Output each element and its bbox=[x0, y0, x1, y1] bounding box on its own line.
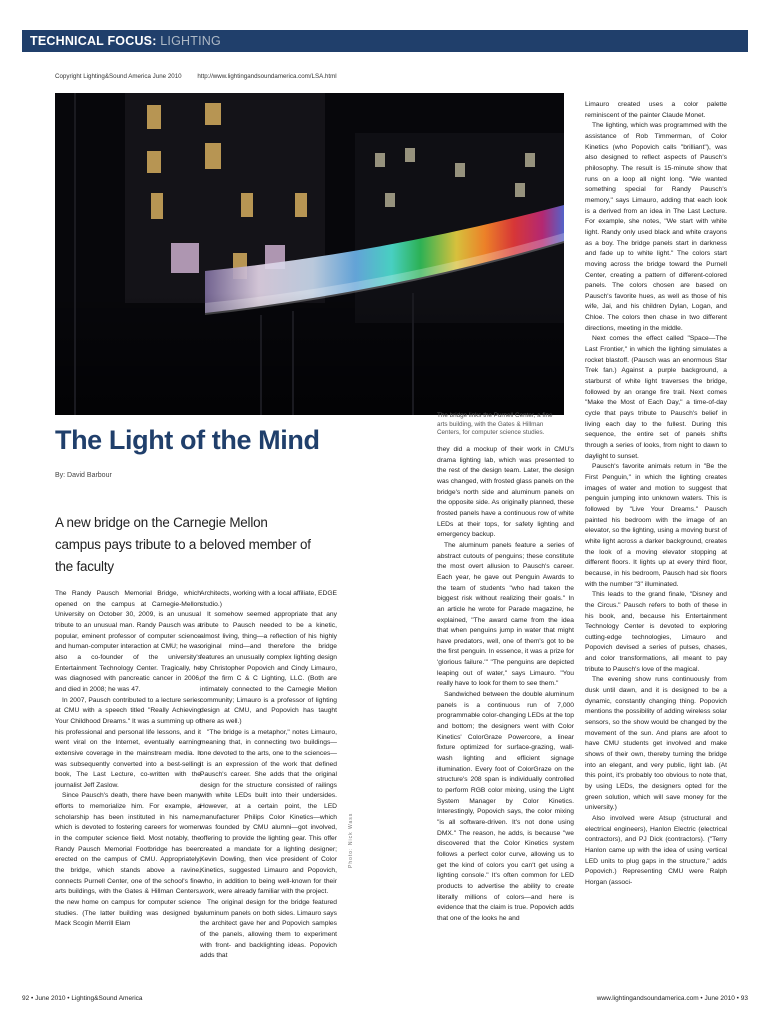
paragraph: Limauro created uses a color palette reminiscent of the painter Claude Monet. bbox=[585, 101, 727, 119]
body-column-1 bbox=[55, 589, 201, 1005]
paragraph: The Randy Pausch Memorial Bridge, which opened on the campus at Carnegie-Mellon University on October 30, 2009, is an unusual tribute to an unusual man. Randy Pausch was a popular, eminent professor of computer science and human-computer interaction at CMU; he was also a co-founder of the university's Entertainment Technology Center. Tragically, he was diagnosed with pancreatic cancer in 2006, and died in 2008; he was 47. bbox=[55, 590, 201, 693]
paragraph: Architects, working with a local affiliate, EDGE studio.) bbox=[200, 590, 337, 608]
section-topic: LIGHTING bbox=[160, 34, 221, 48]
body-column-3 bbox=[437, 445, 574, 1005]
copyright-line bbox=[55, 73, 351, 80]
copyright-url[interactable]: http://www.lightingandsoundamerica.com/LSA.html bbox=[197, 73, 337, 80]
paragraph: The evening show runs continuously from dusk until dawn, and it is designed to be a dynamic, constantly changing thing. Popovich mentions the possibility of adding wireless solar sensors, so the show would be changed by the movement of the sun. And plans are afoot to have CMU students get involved and make shows of their own, thereby turning the bridge into an elegant, and very public, light lab. (At this point, it's probably too obvious to note that, by using LEDs, the designers opted for the green solution, which will save money for the university.) bbox=[585, 676, 727, 812]
section-header-band bbox=[22, 30, 748, 52]
paragraph: The original design for the bridge featured aluminum panels on both sides. Limauro says the architect gave her and Popovich samples of the panels, allowing them to experiment with front- and backlighting ideas. Popovich adds that bbox=[200, 899, 337, 960]
section-label bbox=[30, 34, 221, 48]
photo-caption: The bridge links the Purnell Center, a fine arts building, with the Gates & Hillman Centers, for computer science studies. bbox=[437, 412, 553, 436]
paragraph: Also involved were Atsup (structural and electrical engineers), Hanlon Electric (electrical contractors), and PJ Dick (contractors). ("Terry Hanlon came up with the idea of using vertical LED units to plug gaps in the structure," adds Popovich.) Representing CMU were Ralph Horgan (associ- bbox=[585, 814, 727, 886]
body-column-4 bbox=[585, 100, 727, 1005]
paragraph: Sandwiched between the double aluminum panels is a continuous run of 7,000 programmable color-changing LEDs at the top and bottom; the designers went with Color Kinetics' ColorGraze Powercore, a linear fixture optimized for surface-grazing, wall-wash lighting and efficient signage illumination. Every foot of ColorGraze on the structure's 208 span is individually controlled to perform RGB color mixing, using the Light System Manager by Color Kinetics. Interestingly, Popovich says, the color mixing "is all software-driven. It's not done using DMX." The reason, he adds, is because "we discovered that the Color Kinetics system follows a perfect color curve, allowing us to get the kind of colors you can't get using a lighting console." It's often common for LED products to advertise the ability to create literally millions of colors—and here is evidence that the claim is true. Popovich adds that one of the looks he and bbox=[437, 691, 574, 922]
paragraph: The lighting, which was programmed with the assistance of Rob Timmerman, of Color Kinetics (who Popovich calls "brilliant"), was also designed to reflect aspects of Pausch's philosophy. The result is 15-minute show that runs on a loop all night long. "We wanted something special for Randy Pausch's memory," says Limauro, adding that each look is a derived from an idea in The Last Lecture. For example, she notes, "We start with white light. Randy only used black and white crayons as a boy. The bridge panels start in darkness and fade up to white light." The colors start moving across the bridge toward the Purnell Center, creating a pattern of different-colored panels. The colors chosen are based on Pausch's favorite hues, as well as those of his wife, Jai, and his children Dylan, Logan, and Chloe. The colors then chase in two different directions, meeting in the middle. bbox=[585, 122, 727, 332]
section-name: TECHNICAL FOCUS: bbox=[30, 34, 157, 48]
byline: By: David Barbour bbox=[55, 472, 112, 479]
copyright-text: Copyright Lighting&Sound America June 2010 bbox=[55, 73, 182, 80]
paragraph: It somehow seemed appropriate that any tribute to Pausch needed to be a kinetic, almost living, thing—a reflection of his highly original mind—and therefore the bridge features an unusually complex lighting design by Christopher Popovich and Cindy Limauro, of the firm C & C Lighting, LLC. (Both are intimately connected to the Carnegie Mellon community; Limauro is a professor of lighting design at CMU, and Popovich has taught there as well.) bbox=[200, 611, 337, 725]
paragraph: Pausch's favorite animals return in "Be the First Penguin," in which the lighting creates images of water and motion to suggest that penguin jumping into unknown waters. This is followed by "Live Your Dreams." Pausch painted his bedroom with the image of an elevator, so the lighting, using a moving burst of white light across a darker background, creates the look of a moving elevator stopping at different floors. It lights up at every third floor, because, in his bedroom, Pausch had six floors with the number "3" illuminated. bbox=[585, 463, 727, 588]
body-column-2 bbox=[200, 589, 337, 1005]
footer-left: 92 • June 2010 • Lighting&Sound America bbox=[22, 995, 143, 1002]
paragraph: In 2007, Pausch contributed to a lecture series at CMU with a speech titled "Really Achieving Your Childhood Dreams." It was a summing up of his professional and personal life lessons, and it went viral on the Internet, eventually earning extensive coverage in the mainstream media. It was subsequently converted into a best-selling book, The Last Lecture, co-written with the journalist Jeff Zaslow. bbox=[55, 696, 201, 789]
bridge-photo-illustration bbox=[55, 93, 564, 415]
bridge-photo bbox=[55, 93, 564, 415]
paragraph: "The bridge is a metaphor," notes Limauro, meaning that, in connecting two buildings—one devoted to the arts, one to the sciences—it is an expression of the work that defined Pausch's career. She adds that the original design for the structure consisted of railings with white LEDs built into their undersides. However, at a certain point, the LED manufacturer Philips Color Kinetics—which was founded by CMU alumni—got involved, offering to provide the lighting gear. This offer created a mandate for a lighting designer; Kevin Dowling, then vice president of Color Kinetics, suggested Limauro and Popovich, who, in addition to being well-known for their work, were already familiar with the project. bbox=[200, 728, 337, 896]
paragraph: they did a mockup of their work in CMU's drama lighting lab, which was presented to the rest of the design team. Later, the design was changed, with frosted glass panels on the bridge's north side and aluminum panels on the opposite side. As originally planned, these frosted panels have a continuous row of white LEDs at their tops, for safety lighting and emergency backup. bbox=[437, 446, 574, 539]
article-deck: A new bridge on the Carnegie Mellon campus pays tribute to a beloved member of the faculty bbox=[55, 515, 311, 575]
paragraph: Next comes the effect called "Space—The Last Frontier," in which the lighting simulates a rocket blastoff. (Pausch was an enormous Star Trek fan.) Against a purple background, a starburst of white light traverses the bridge, followed by an orange fire trail. Next comes "Make the Most of Each Day," a time-of-day cycle that pays tribute to Pausch's belief in living each day to the fullest. During this sequence, the entire set of panels shifts through a series of looks, from night to dawn to daylight to sunset. bbox=[585, 335, 727, 460]
paragraph: Since Pausch's death, there have been many efforts to memorialize him. For example, a scholarship has been instituted in his name, which is devoted to fostering careers for women in the computer science field. Most notably, the Randy Pausch Memorial Footbridge has been erected on the campus of CMU. Appropriately, the bridge, which stands above a ravine, connects Purnell Center, one of the school's fine arts buildings, with the Gates & Hillman Centers, the new home on campus for computer science studies. (The latter building was designed by Mack Scogin Merrill Elam bbox=[55, 792, 201, 928]
footer-right: www.lightingandsoundamerica.com • June 2010 • 93 bbox=[596, 995, 748, 1002]
photo-credit: Photo: Nick Wass bbox=[348, 812, 354, 868]
paragraph: The aluminum panels feature a series of abstract cutouts of penguins; these constitute the most overt allusion to Pausch's career. Each year, he gave out Penguin Awards to the team of students "who had taken the biggest risk without realizing their goals." In an article he wrote for Parade magazine, he explained, "The award came from the idea that when penguins jump in water that might have predators, well, one of them's got to be the first penguin. In essence, it was a prize for 'glorious failure.'" "The penguins are depicted leaping out of water," says Limauro. "You really have to look for them to see them." bbox=[437, 541, 574, 688]
paragraph: This leads to the grand finale, "Disney and the Circus." Pausch refers to both of these in his book, and, because his Entertainment Technology Center is devoted to exploring cutting-edge technologies, Limauro and Popovich devised a series of pulses, chases, and color transformations, all meant to pay tribute to Pausch's love of the magical. bbox=[585, 591, 727, 673]
article-title: The Light of the Mind bbox=[55, 425, 320, 455]
